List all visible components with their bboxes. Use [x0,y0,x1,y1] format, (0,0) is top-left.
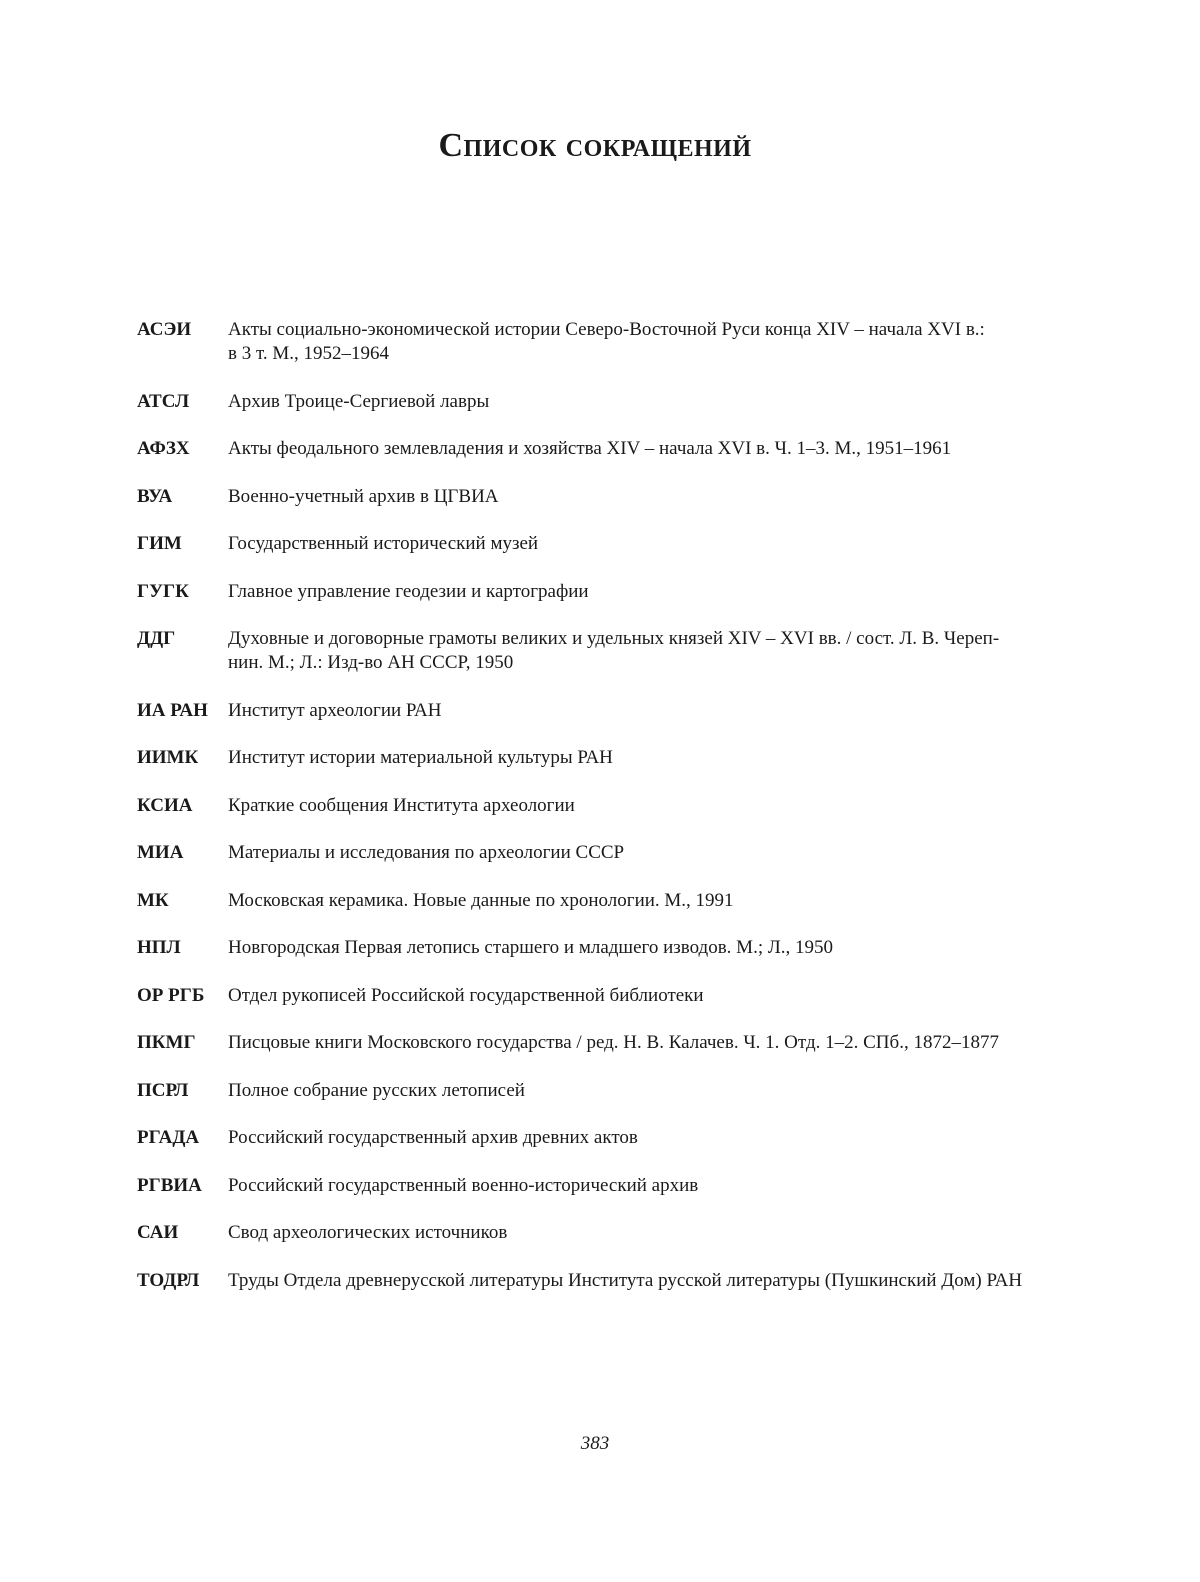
abbreviation-entry [137,627,1067,675]
definition-line: Военно-учетный архив в ЦГВИА [228,485,499,507]
abbreviation-term: АФЗХ [137,438,190,459]
definition-line: нин. М.; Л.: Изд-во АН СССР, 1950 [228,652,514,673]
definition-line: Акты социально-экономической истории Северо-Восточной Руси конца XIV – начала XVI в.: [228,319,985,340]
definition-line: Свод археологических источников [228,1222,508,1243]
abbreviation-definition [228,437,1067,461]
abbreviation-term: МИА [137,842,184,863]
abbreviation-entry [137,1031,1067,1055]
abbreviation-entry [137,318,1067,366]
abbreviation-entry [137,1174,1067,1198]
definition-line: Институт истории материальной культуры РАН [228,747,613,768]
abbreviation-definition [228,889,1067,913]
abbreviation-definition [228,936,1067,960]
abbreviation-entry [137,580,1067,604]
abbreviation-definition [228,1174,1067,1198]
abbreviation-term: МК [137,889,169,911]
abbreviation-term: АТСЛ [137,390,190,412]
abbreviation-entry [137,1126,1067,1150]
abbreviation-entry [137,746,1067,770]
definition-line: Российский государственный архив древних актов [228,1127,638,1148]
abbreviation-entry [137,889,1067,913]
definition-line: Акты феодального землевладения и хозяйства XIV – начала XVI в. Ч. 1–3. М., 1951–1961 [228,438,952,459]
abbreviation-definition [228,1031,1067,1055]
abbreviation-term: ДДГ [137,628,176,649]
abbreviation-term: РГАДА [137,1127,200,1148]
abbreviation-list [137,318,1067,1316]
abbreviation-entry [137,794,1067,818]
definition-line: Главное управление геодезии и картографии [228,580,589,602]
abbreviation-entry [137,437,1067,461]
abbreviation-term: ГИМ [137,533,182,554]
abbreviation-entry [137,936,1067,960]
abbreviation-definition [228,984,1067,1008]
abbreviation-definition [228,1221,1067,1245]
abbreviation-term: НПЛ [137,937,181,958]
page-number: 383 [580,1433,610,1454]
abbreviation-entry [137,841,1067,865]
abbreviation-definition [228,485,1067,509]
definition-line: Московская керамика. Новые данные по хронологии. М., 1991 [228,889,734,911]
abbreviation-term: РГВИА [137,1174,202,1196]
definition-line: в 3 т. М., 1952–1964 [228,343,389,364]
abbreviation-entry [137,532,1067,556]
abbreviation-term: ИИМК [137,747,199,768]
abbreviation-entry [137,485,1067,509]
abbreviation-entry [137,699,1067,723]
abbreviation-term: ГУГК [137,580,189,602]
abbreviation-definition [228,627,1067,675]
abbreviation-term: ОР РГБ [137,984,205,1006]
abbreviation-definition [228,794,1067,818]
abbreviation-definition [228,841,1067,865]
abbreviation-entry [137,1221,1067,1245]
abbreviation-term: ПСРЛ [137,1079,189,1101]
definition-line: Государственный исторический музей [228,533,539,554]
abbreviation-definition [228,1126,1067,1150]
abbreviation-term: ИА РАН [137,699,208,721]
abbreviation-term: ТОДРЛ [137,1269,200,1291]
abbreviation-definition [228,318,1067,366]
abbreviation-definition [228,699,1067,723]
definition-line: Духовные и договорные грамоты великих и удельных князей XIV – XVI вв. / сост. Л. В. Череп- [228,628,1000,649]
definition-line: Российский государственный военно-исторический архив [228,1174,699,1196]
definition-line: Писцовые книги Московского государства / ред. Н. В. Калачев. Ч. 1. Отд. 1–2. СПб., 1872–1877 [228,1032,999,1053]
page-title: Список сокращений [438,127,752,164]
definition-line: Институт археологии РАН [228,699,442,721]
abbreviation-definition [228,532,1067,556]
abbreviation-entry [137,984,1067,1008]
abbreviation-definition [228,390,1067,414]
definition-line: Отдел рукописей Российской государственной библиотеки [228,984,704,1006]
abbreviation-definition [228,746,1067,770]
abbreviation-term: КСИА [137,794,193,816]
abbreviation-term: ПКМГ [137,1032,196,1053]
abbreviation-term: АСЭИ [137,319,192,340]
definition-line: Материалы и исследования по археологии СССР [228,842,625,863]
abbreviation-entry [137,1079,1067,1103]
definition-line: Новгородская Первая летопись старшего и младшего изводов. М.; Л., 1950 [228,937,833,958]
abbreviation-term: ВУА [137,485,173,507]
definition-line: Полное собрание русских летописей [228,1079,525,1101]
abbreviation-definition [228,1269,1067,1293]
abbreviation-definition [228,1079,1067,1103]
abbreviation-definition [228,580,1067,604]
abbreviation-term: САИ [137,1222,179,1243]
abbreviation-entry [137,390,1067,414]
definition-line: Архив Троице-Сергиевой лавры [228,390,490,412]
definition-line: Труды Отдела древнерусской литературы Института русской литературы (Пушкинский Дом) РАН [228,1269,1023,1291]
abbreviation-entry [137,1269,1067,1293]
definition-line: Краткие сообщения Института археологии [228,794,575,816]
